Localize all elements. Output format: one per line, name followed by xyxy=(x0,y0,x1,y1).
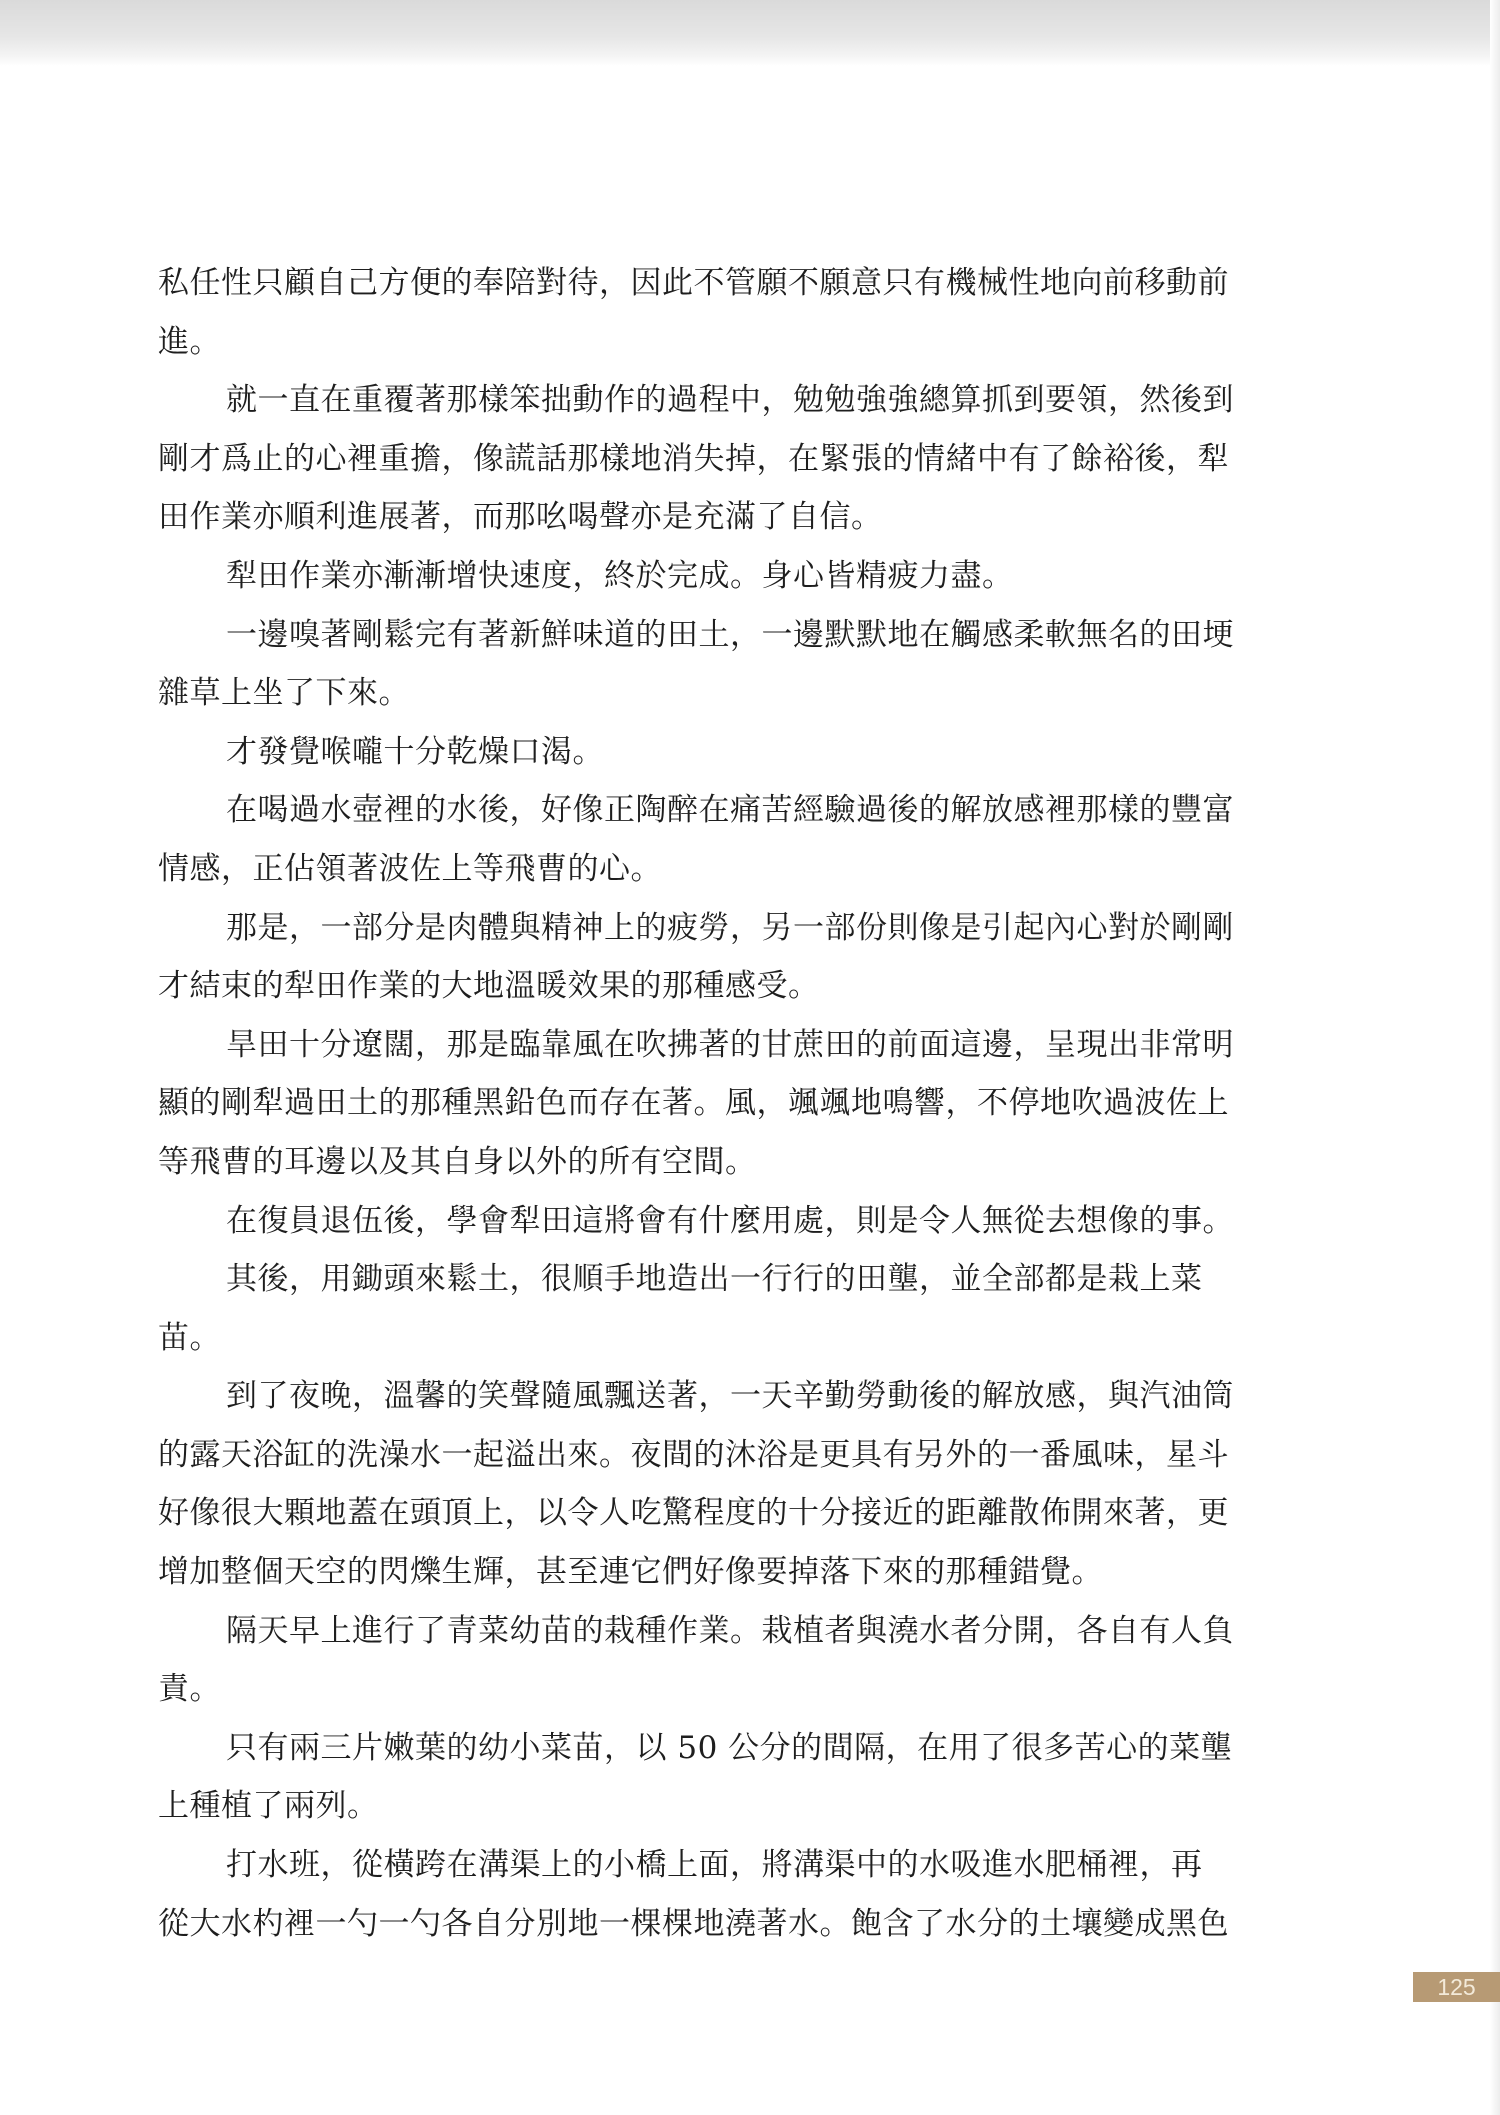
text-line: 犁田作業亦漸漸增快速度，終於完成。身心皆精疲力盡。 xyxy=(226,557,1014,594)
text-line: 剛才爲止的心裡重擔，像謊話那樣地消失掉，在緊張的情緒中有了餘裕後，犁 xyxy=(158,440,1229,477)
text-line: 顯的剛犁過田土的那種黑鉛色而存在著。風，颯颯地鳴響，不停地吹過波佐上 xyxy=(158,1085,1229,1122)
text-line: 進。 xyxy=(158,323,221,360)
text-line: 上種植了兩列。 xyxy=(158,1788,379,1825)
text-line: 那是，一部分是肉體與精神上的疲勞，另一部份則像是引起內心對於剛剛 xyxy=(226,909,1234,946)
scan-shadow-right xyxy=(1490,0,1500,2115)
text-line: 私任性只顧自己方便的奉陪對待，因此不管願不願意只有機械性地向前移動前 xyxy=(158,265,1229,301)
page-number: 125 xyxy=(1413,1972,1500,2002)
text-line: 一邊嗅著剛鬆完有著新鮮味道的田土，一邊默默地在觸感柔軟無名的田埂 xyxy=(226,616,1234,653)
text-line: 在復員退伍後，學會犁田這將會有什麼用處，則是令人無從去想像的事。 xyxy=(226,1202,1234,1239)
text-line: 打水班，從橫跨在溝渠上的小橋上面，將溝渠中的水吸進水肥桶裡，再 xyxy=(226,1847,1203,1884)
text-line: 好像很大顆地蓋在頭頂上，以令人吃驚程度的十分接近的距離散佈開來著，更 xyxy=(158,1495,1229,1532)
text-line: 到了夜晚，溫馨的笑聲隨風飄送著，一天辛勤勞動後的解放感，與汽油筒 xyxy=(226,1378,1234,1415)
text-line: 情感，正佔領著波佐上等飛曹的心。 xyxy=(158,850,662,887)
text-line: 等飛曹的耳邊以及其自身以外的所有空間。 xyxy=(158,1143,757,1180)
text-line: 只有兩三片嫩葉的幼小菜苗，以 50 公分的間隔，在用了很多苦心的菜壟 xyxy=(226,1729,1233,1766)
text-line: 的露天浴缸的洗澡水一起溢出來。夜間的沐浴是更具有另外的一番風味，星斗 xyxy=(158,1436,1229,1473)
text-line: 田作業亦順利進展著，而那吆喝聲亦是充滿了自信。 xyxy=(158,499,883,536)
text-line: 才發覺喉嚨十分乾燥口渴。 xyxy=(226,733,604,770)
text-line: 增加整個天空的閃爍生輝，甚至連它們好像要掉落下來的那種錯覺。 xyxy=(158,1554,1103,1591)
text-line: 就一直在重覆著那樣笨拙動作的過程中，勉勉強強總算抓到要領，然後到 xyxy=(226,382,1234,419)
text-line: 才結束的犁田作業的大地溫暖效果的那種感受。 xyxy=(158,968,820,1005)
text-line: 旱田十分遼闊，那是臨靠風在吹拂著的甘蔗田的前面這邊，呈現出非常明 xyxy=(226,1026,1234,1063)
text-line: 在喝過水壺裡的水後，好像正陶醉在痛苦經驗過後的解放感裡那樣的豐富 xyxy=(226,792,1234,829)
text-line: 從大水杓裡一勺一勺各自分別地一棵棵地澆著水。飽含了水分的土壤變成黑色 xyxy=(158,1905,1229,1942)
scan-shadow-top xyxy=(0,0,1500,66)
text-line: 其後，用鋤頭來鬆土，很順手地造出一行行的田壟，並全部都是栽上菜 xyxy=(226,1261,1203,1298)
text-line: 隔天早上進行了青菜幼苗的栽種作業。栽植者與澆水者分開，各自有人負 xyxy=(226,1612,1234,1649)
text-line: 苗。 xyxy=(158,1319,221,1356)
text-line: 責。 xyxy=(158,1671,221,1708)
body-text xyxy=(158,254,1338,1953)
text-line: 雜草上坐了下來。 xyxy=(158,675,410,712)
